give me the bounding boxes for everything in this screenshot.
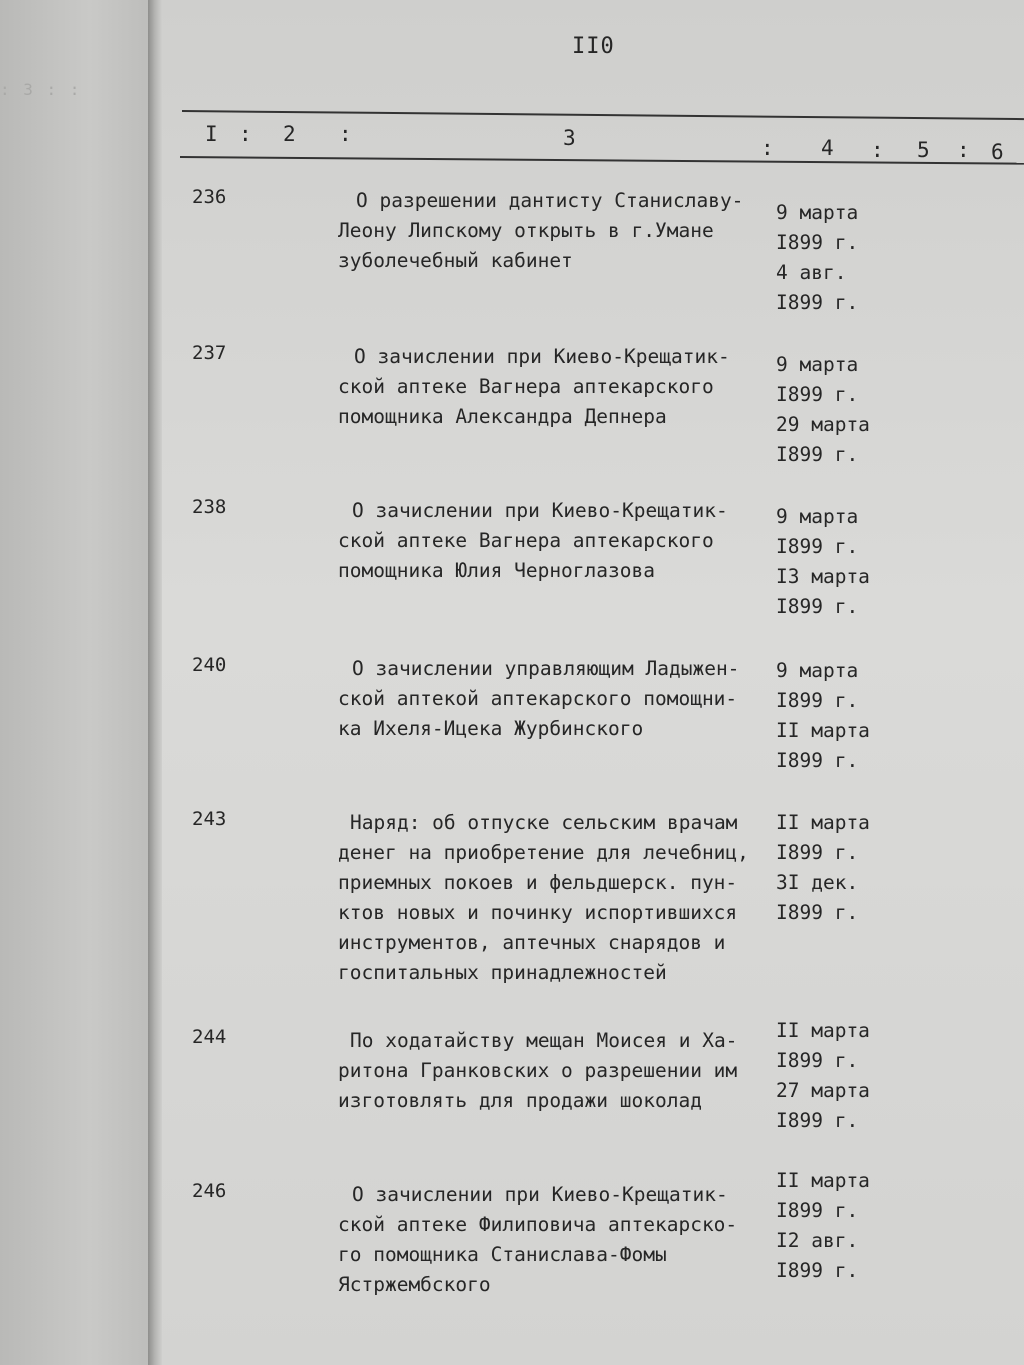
date-end-year: I899 г. [776,1109,859,1132]
entry-number: 243 [192,808,227,830]
date-end-year: I899 г. [776,901,859,924]
column-separator: : [761,136,774,160]
description-line: ской аптеке Вагнера аптекарского [338,375,714,398]
entry-dates [776,656,886,776]
entry-number: 246 [192,1180,227,1202]
description-line: Леону Липскому открыть в г.Умане [338,219,714,242]
entry-description [338,1026,778,1116]
column-separator: : [339,122,352,146]
description-line: О зачислении управляющим Ладыжен- [352,657,740,680]
date-end-year: I899 г. [776,1259,859,1282]
book-gutter [148,0,162,1365]
column-separator: : [239,122,252,146]
entry-number: 236 [192,186,227,208]
description-line: изготовлять для продажи шоколад [338,1089,702,1112]
entry-dates [776,198,886,318]
date-start-year: I899 г. [776,231,859,254]
left-facing-page [0,0,150,1365]
date-end-year: I899 г. [776,749,859,772]
entry-description [338,496,778,586]
description-line: О зачислении при Киево-Крещатик- [352,1183,728,1206]
description-line: приемных покоев и фельдшерск. пун- [338,871,738,894]
column-header-5: 5 [917,138,930,162]
description-line: помощника Юлия Черноглазова [338,559,655,582]
date-start-year: I899 г. [776,383,859,406]
entry-description [338,808,778,988]
description-line: ской аптекой аптекарского помощни- [338,687,738,710]
date-start: II марта [776,811,870,834]
entry-dates [776,808,886,928]
column-header-6: 6 [991,140,1004,164]
date-end: I3 марта [776,565,870,588]
entry-dates [776,1016,886,1136]
description-line: ской аптеке Вагнера аптекарского [338,529,714,552]
date-end: II марта [776,719,870,742]
date-start: 9 марта [776,353,859,376]
description-line: го помощника Станислава-Фомы [338,1243,667,1266]
column-separator: : [957,138,970,162]
description-line: ка Ихеля-Ицека Журбинского [338,717,644,740]
date-end: I2 авг. [776,1229,859,1252]
date-start: II марта [776,1169,870,1192]
entry-description [338,654,778,744]
date-start: II марта [776,1019,870,1042]
date-start: 9 марта [776,659,859,682]
entry-number: 240 [192,654,227,676]
date-end: 3I дек. [776,871,859,894]
page-number: II0 [572,34,615,59]
entry-dates [776,1166,886,1286]
description-line: ритона Гранковских о разрешении им [338,1059,738,1082]
date-end-year: I899 г. [776,291,859,314]
date-start: 9 марта [776,505,859,528]
date-start-year: I899 г. [776,689,859,712]
entry-number: 244 [192,1026,227,1048]
column-separator: : [871,138,884,162]
description-line: зуболечебный кабинет [338,249,573,272]
description-line: По ходатайству мещан Моисея и Ха- [350,1029,738,1052]
date-end: 4 авг. [776,261,847,284]
entry-number: 238 [192,496,227,518]
description-line: О разрешении дантисту Станиславу- [356,189,744,212]
entry-dates [776,502,886,622]
table-top-rule [182,110,1024,120]
description-line: госпитальных принадлежностей [338,961,667,984]
table-header [195,122,1024,164]
date-start-year: I899 г. [776,841,859,864]
description-line: О зачислении при Киево-Крещатик- [354,345,730,368]
description-line: ктов новых и починку испортившихся [338,901,738,924]
entry-description [338,1180,778,1300]
description-line: денег на приобретение для лечебниц, [338,841,749,864]
entry-description [338,342,778,432]
description-line: О зачислении при Киево-Крещатик- [352,499,728,522]
description-line: помощника Александра Депнера [338,405,667,428]
entry-description [338,186,778,276]
date-end: 27 марта [776,1079,870,1102]
entry-dates [776,350,886,470]
description-line: Наряд: об отпуске сельским врачам [350,811,738,834]
description-line: инструментов, аптечных снарядов и [338,931,726,954]
column-header-3: 3 [563,126,576,150]
column-header-2: 2 [283,122,296,146]
description-line: ской аптеке Филиповича аптекарско- [338,1213,738,1236]
date-end-year: I899 г. [776,443,859,466]
entry-number: 237 [192,342,227,364]
date-start-year: I899 г. [776,1199,859,1222]
column-header-1: I [205,122,218,146]
date-start-year: I899 г. [776,535,859,558]
bleed-through-mark: : 3 : : [0,80,82,99]
table-header-rule [180,156,1024,165]
date-end-year: I899 г. [776,595,859,618]
date-start-year: I899 г. [776,1049,859,1072]
date-start: 9 марта [776,201,859,224]
column-header-4: 4 [821,136,834,160]
description-line: Ястржембского [338,1273,491,1296]
date-end: 29 марта [776,413,870,436]
